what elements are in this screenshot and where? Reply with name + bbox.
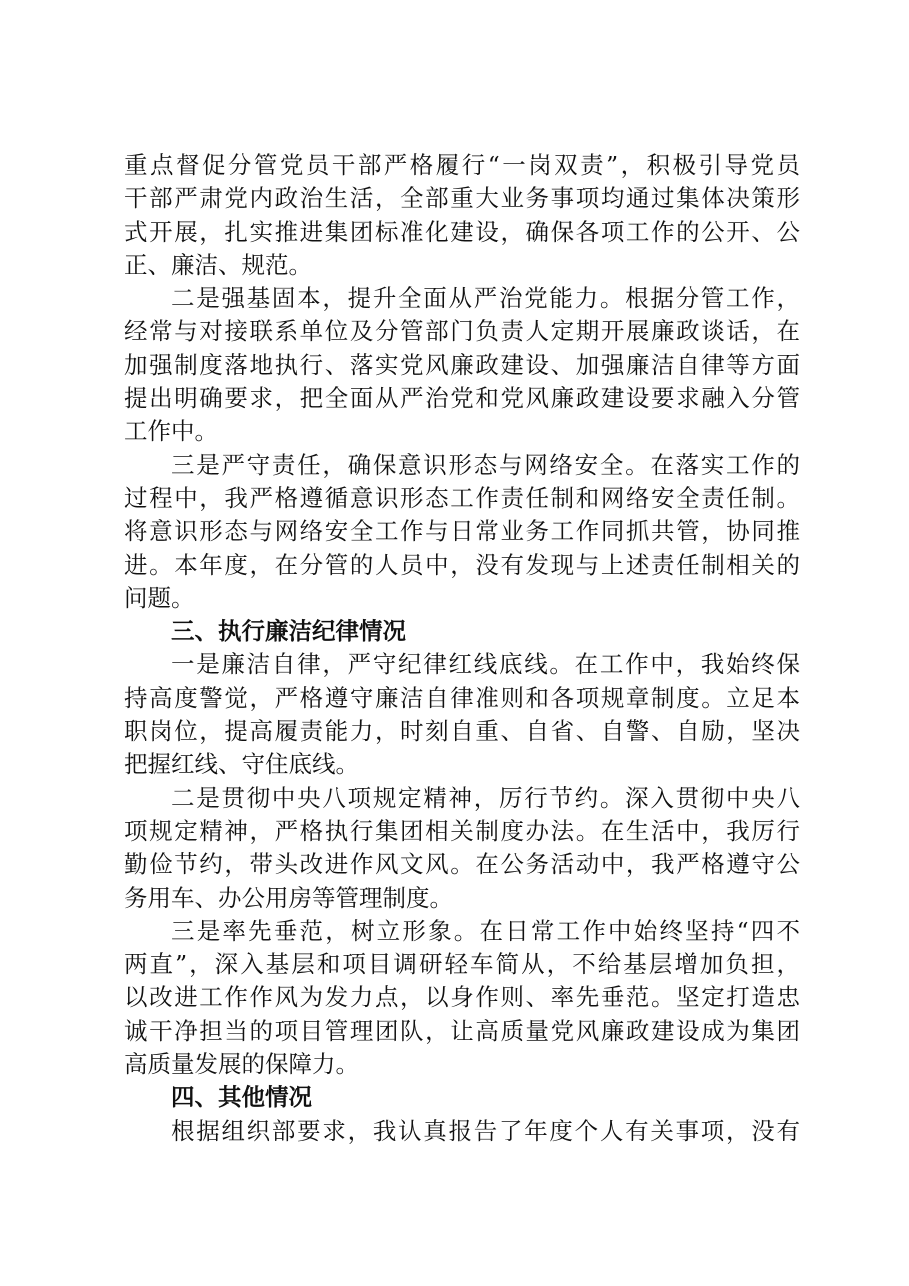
paragraph-line: 以改进工作作风为发力点，以身作则、率先垂范。坚定打造忠	[124, 983, 800, 1012]
paragraph-first-line: 三是严守责任，确保意识形态与网络安全。在落实工作的	[171, 450, 800, 479]
paragraph-last-line: 高质量发展的保障力。	[124, 1050, 359, 1079]
section-heading: 三、执行廉洁纪律情况	[171, 617, 406, 646]
paragraph-line: 过程中，我严格遵循意识形态工作责任制和网络安全责任制。	[124, 483, 800, 512]
section-heading: 四、其他情况	[171, 1083, 312, 1112]
paragraph-line: 式开展，扎实推进集团标准化建设，确保各项工作的公开、公	[124, 217, 800, 246]
paragraph-line: 勤俭节约，带头改进作风文风。在公务活动中，我严格遵守公	[124, 850, 800, 879]
paragraph-line: 职岗位，提高履责能力，时刻自重、自省、自警、自励，坚决	[124, 717, 800, 746]
paragraph-last-line: 工作中。	[124, 417, 218, 446]
paragraph-first-line: 一是廉洁自律，严守纪律红线底线。在工作中，我始终保	[171, 650, 800, 679]
paragraph-line: 将意识形态与网络安全工作与日常业务工作同抓共管，协同推	[124, 517, 800, 546]
paragraph-first-line: 二是强基固本，提升全面从严治党能力。根据分管工作，	[171, 284, 800, 313]
paragraph-line: 干部严肃党内政治生活，全部重大业务事项均通过集体决策形	[124, 184, 800, 213]
paragraph-line: 两直”，深入基层和项目调研轻车简从，不给基层增加负担，	[124, 950, 800, 979]
paragraph-first-line: 二是贯彻中央八项规定精神，厉行节约。深入贯彻中央八	[171, 783, 800, 812]
paragraph-last-line: 问题。	[124, 583, 195, 612]
paragraph-last-line: 务用车、办公用房等管理制度。	[124, 883, 453, 912]
paragraph-line: 加强制度落地执行、落实党风廉政建设、加强廉洁自律等方面	[124, 350, 800, 379]
paragraph-last-line: 把握红线、守住底线。	[124, 750, 359, 779]
document-body	[124, 149, 800, 1148]
paragraph-line: 重点督促分管党员干部严格履行“一岗双责”，积极引导党员	[124, 151, 800, 179]
paragraph-line: 持高度警觉，严格遵守廉洁自律准则和各项规章制度。立足本	[124, 683, 800, 712]
paragraph-last-line: 正、廉洁、规范。	[124, 250, 312, 279]
paragraph-first-line: 根据组织部要求，我认真报告了年度个人有关事项，没有	[171, 1116, 800, 1145]
paragraph-first-line: 三是率先垂范，树立形象。在日常工作中始终坚持“四不	[171, 916, 800, 945]
paragraph-line: 进。本年度，在分管的人员中，没有发现与上述责任制相关的	[124, 550, 800, 579]
paragraph-line: 诚干净担当的项目管理团队，让高质量党风廉政建设成为集团	[124, 1016, 800, 1045]
paragraph-line: 项规定精神，严格执行集团相关制度办法。在生活中，我厉行	[124, 816, 800, 845]
paragraph-line: 提出明确要求，把全面从严治党和党风廉政建设要求融入分管	[124, 384, 800, 413]
paragraph-line: 经常与对接联系单位及分管部门负责人定期开展廉政谈话，在	[124, 317, 800, 346]
